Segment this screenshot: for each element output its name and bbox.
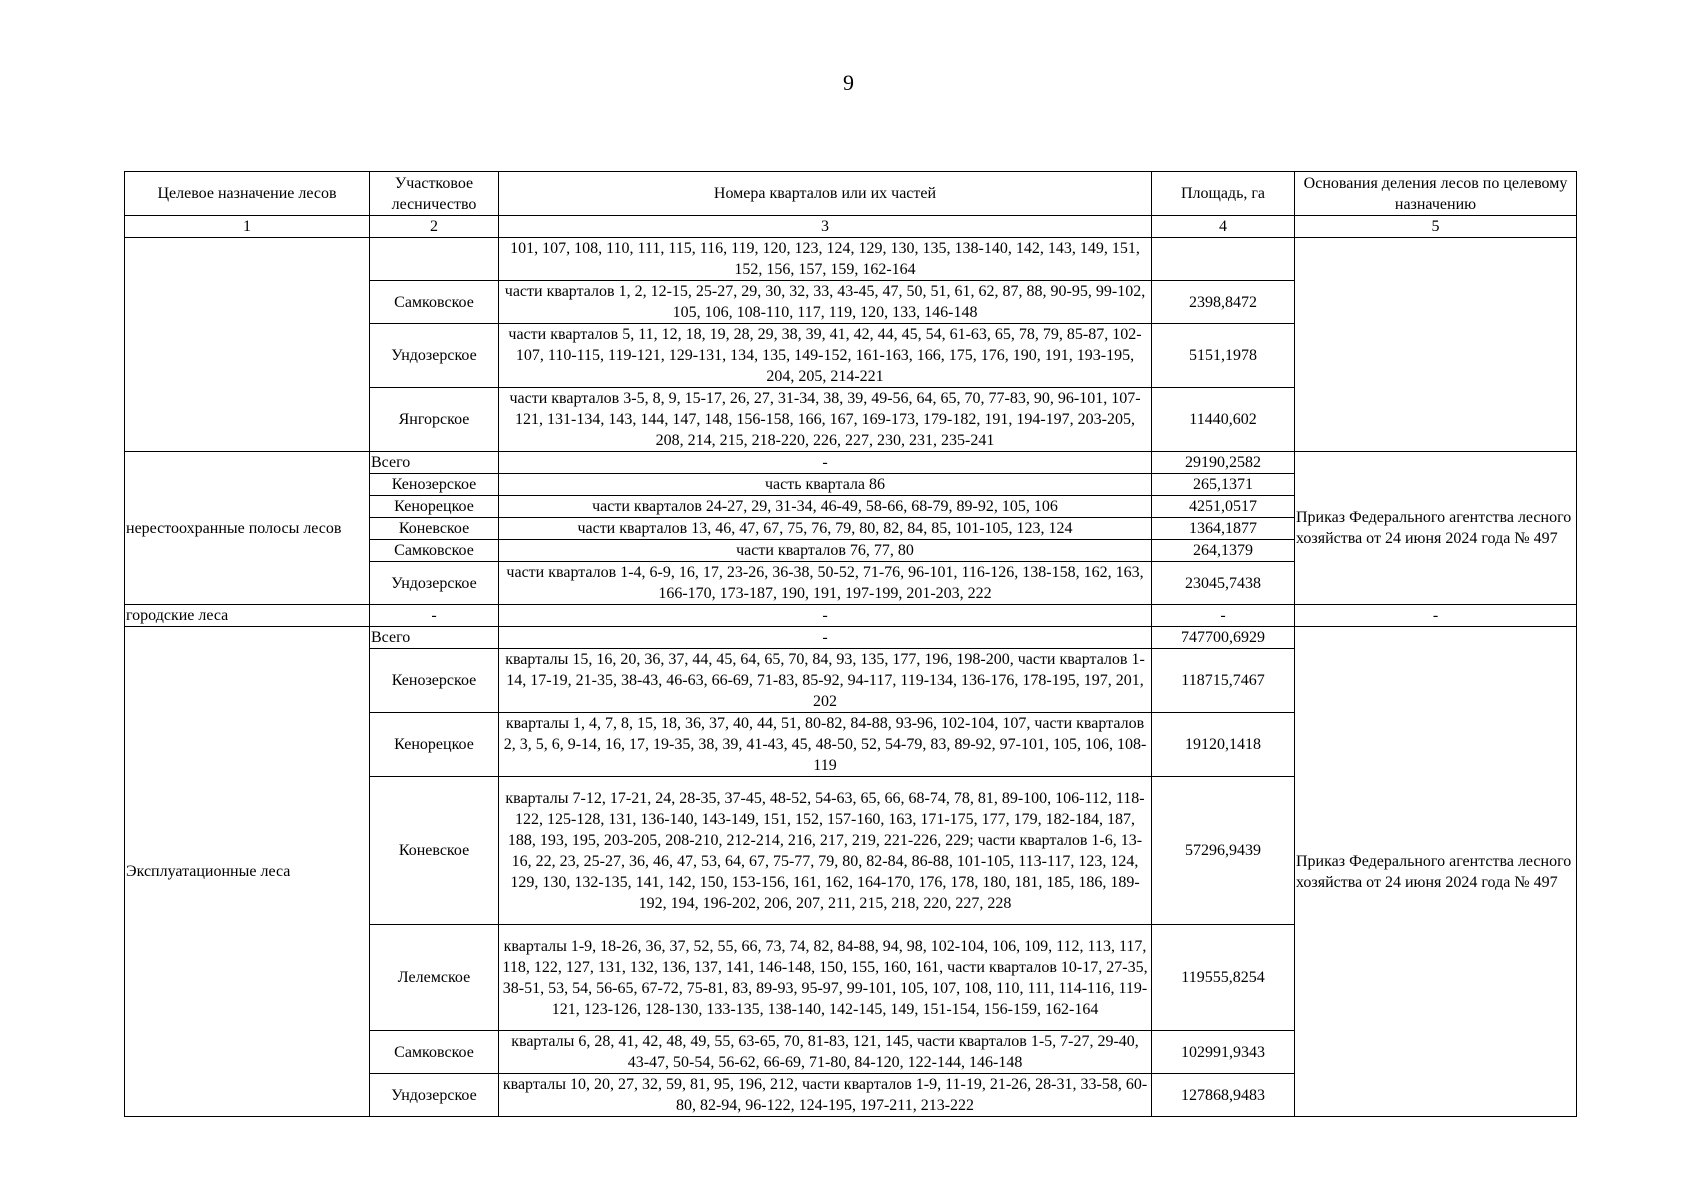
- district-cell: [370, 238, 499, 281]
- area-cell: 5151,1978: [1152, 324, 1295, 388]
- purpose-cell: городские леса: [125, 605, 370, 627]
- area-cell: 23045,7438: [1152, 562, 1295, 605]
- page-number: 9: [843, 70, 854, 95]
- quarters-cell: части кварталов 24-27, 29, 31-34, 46-49, 58-66, 68-79, 89-92, 105, 106: [499, 496, 1152, 518]
- area-cell: -: [1152, 605, 1295, 627]
- district-cell: Самковское: [370, 540, 499, 562]
- table-row: [125, 238, 1577, 281]
- area-cell: 11440,602: [1152, 388, 1295, 452]
- basis-cell: -: [1295, 605, 1577, 627]
- quarters-cell: кварталы 6, 28, 41, 42, 48, 49, 55, 63-65, 70, 81-83, 121, 145, части кварталов 1-5, 7-27, 29-40, 43-47, 50-54, 56-62, 66-69, 71-80, 84-120, 122-144, 146-148: [499, 1031, 1152, 1074]
- quarters-cell: -: [499, 605, 1152, 627]
- area-cell: 29190,2582: [1152, 452, 1295, 474]
- header-basis: Основания деления лесов по целевому назначению: [1295, 172, 1577, 216]
- district-cell: Коневское: [370, 518, 499, 540]
- district-cell: Ундозерское: [370, 324, 499, 388]
- area-cell: 57296,9439: [1152, 777, 1295, 925]
- column-number: 3: [499, 216, 1152, 238]
- table-row: [125, 452, 1577, 474]
- quarters-cell: кварталы 15, 16, 20, 36, 37, 44, 45, 64, 65, 70, 84, 93, 135, 177, 196, 198-200, части кварталов 1-14, 17-19, 21-35, 38-43, 46-63, 66-69, 71-83, 85-92, 94-117, 119-134, 136-176, 178-195, 197, 201, 202: [499, 649, 1152, 713]
- district-cell: Всего: [370, 627, 499, 649]
- quarters-cell: части кварталов 13, 46, 47, 67, 75, 76, 79, 80, 82, 84, 85, 101-105, 123, 124: [499, 518, 1152, 540]
- district-cell: Янгорское: [370, 388, 499, 452]
- column-number: 1: [125, 216, 370, 238]
- area-cell: 19120,1418: [1152, 713, 1295, 777]
- quarters-cell: кварталы 10, 20, 27, 32, 59, 81, 95, 196, 212, части кварталов 1-9, 11-19, 21-26, 28-31, 33-58, 60-80, 82-94, 96-122, 124-195, 197-211, 213-222: [499, 1074, 1152, 1117]
- area-cell: [1152, 238, 1295, 281]
- column-number: 2: [370, 216, 499, 238]
- purpose-cell: Эксплуатационные леса: [125, 627, 370, 1117]
- district-cell: Ундозерское: [370, 562, 499, 605]
- quarters-cell: часть квартала 86: [499, 474, 1152, 496]
- area-cell: 127868,9483: [1152, 1074, 1295, 1117]
- district-cell: Кенорецкое: [370, 713, 499, 777]
- purpose-cell: нерестоохранные полосы лесов: [125, 452, 370, 605]
- quarters-cell: части кварталов 5, 11, 12, 18, 19, 28, 29, 38, 39, 41, 42, 44, 45, 54, 61-63, 65, 78, 79, 85-87, 102-107, 110-115, 119-121, 129-131, 134, 135, 149-152, 161-163, 166, 175, 176, 190, 191, 193-195, 204, 205, 214-221: [499, 324, 1152, 388]
- district-cell: Кенорецкое: [370, 496, 499, 518]
- area-cell: 102991,9343: [1152, 1031, 1295, 1074]
- column-number: 5: [1295, 216, 1577, 238]
- purpose-cell: [125, 238, 370, 452]
- table-row: [125, 627, 1577, 649]
- district-cell: Всего: [370, 452, 499, 474]
- quarters-cell: части кварталов 1-4, 6-9, 16, 17, 23-26, 36-38, 50-52, 71-76, 96-101, 116-126, 138-158, 162, 163, 166-170, 173-187, 190, 191, 197-199, 201-203, 222: [499, 562, 1152, 605]
- basis-cell: Приказ Федерального агентства лесного хозяйства от 24 июня 2024 года № 497: [1295, 452, 1577, 605]
- header-area: Площадь, га: [1152, 172, 1295, 216]
- district-cell: Коневское: [370, 777, 499, 925]
- quarters-cell: кварталы 1, 4, 7, 8, 15, 18, 36, 37, 40, 44, 51, 80-82, 84-88, 93-96, 102-104, 107, части кварталов 2, 3, 5, 6, 9-14, 16, 17, 19-35, 38, 39, 41-43, 45, 48-50, 52, 54-79, 83, 89-92, 97-101, 105, 106, 108-119: [499, 713, 1152, 777]
- header-row: [125, 172, 1577, 216]
- header-quarters: Номера кварталов или их частей: [499, 172, 1152, 216]
- area-cell: 1364,1877: [1152, 518, 1295, 540]
- column-number: 4: [1152, 216, 1295, 238]
- quarters-cell: части кварталов 3-5, 8, 9, 15-17, 26, 27, 31-34, 38, 39, 49-56, 64, 65, 70, 77-83, 90, 96-101, 107-121, 131-134, 143, 144, 147, 148, 156-158, 166, 167, 169-173, 179-182, 191, 194-197, 203-205, 208, 214, 215, 218-220, 226, 227, 230, 231, 235-241: [499, 388, 1152, 452]
- district-cell: Лелемское: [370, 925, 499, 1031]
- header-district: Участковое лесничество: [370, 172, 499, 216]
- district-cell: Кенозерское: [370, 649, 499, 713]
- quarters-cell: -: [499, 452, 1152, 474]
- quarters-cell: 101, 107, 108, 110, 111, 115, 116, 119, 120, 123, 124, 129, 130, 135, 138-140, 142, 143, 149, 151, 152, 156, 157, 159, 162-164: [499, 238, 1152, 281]
- quarters-cell: -: [499, 627, 1152, 649]
- quarters-cell: кварталы 1-9, 18-26, 36, 37, 52, 55, 66, 73, 74, 82, 84-88, 94, 98, 102-104, 106, 109, 112, 113, 117, 118, 122, 127, 131, 132, 136, 137, 141, 146-148, 150, 155, 160, 161, части кварталов 10-17, 27-35, 38-51, 53, 54, 56-65, 67-72, 75-81, 83, 89-93, 95-97, 99-101, 105, 107, 108, 110, 111, 114-116, 119-121, 123-126, 128-130, 133-135, 138-140, 142-145, 149, 151-154, 156-159, 162-164: [499, 925, 1152, 1031]
- quarters-cell: части кварталов 1, 2, 12-15, 25-27, 29, 30, 32, 33, 43-45, 47, 50, 51, 61, 62, 87, 88, 90-95, 99-102, 105, 106, 108-110, 117, 119, 120, 133, 146-148: [499, 281, 1152, 324]
- quarters-cell: кварталы 7-12, 17-21, 24, 28-35, 37-45, 48-52, 54-63, 65, 66, 68-74, 78, 81, 89-100, 106-112, 118-122, 125-128, 131, 136-140, 143-149, 151, 152, 157-160, 163, 171-175, 177, 179, 182-184, 187, 188, 193, 195, 203-205, 208-210, 212-214, 216, 217, 219, 221-226, 229; части кварталов 1-6, 13-16, 22, 23, 25-27, 36, 46, 47, 53, 64, 67, 75-77, 79, 80, 82-84, 86-88, 101-105, 113-117, 123, 124, 129, 130, 132-135, 141, 142, 150, 153-156, 161, 162, 164-170, 176, 178, 180, 181, 185, 186, 189-192, 194, 196-202, 206, 207, 211, 215, 218, 220, 227, 228: [499, 777, 1152, 925]
- district-cell: Самковское: [370, 1031, 499, 1074]
- area-cell: 119555,8254: [1152, 925, 1295, 1031]
- area-cell: 747700,6929: [1152, 627, 1295, 649]
- column-number-row: [125, 216, 1577, 238]
- area-cell: 4251,0517: [1152, 496, 1295, 518]
- basis-cell: Приказ Федерального агентства лесного хозяйства от 24 июня 2024 года № 497: [1295, 627, 1577, 1117]
- area-cell: 118715,7467: [1152, 649, 1295, 713]
- basis-cell: [1295, 238, 1577, 452]
- quarters-cell: части кварталов 76, 77, 80: [499, 540, 1152, 562]
- table-row: [125, 605, 1577, 627]
- area-cell: 265,1371: [1152, 474, 1295, 496]
- district-cell: Самковское: [370, 281, 499, 324]
- district-cell: Кенозерское: [370, 474, 499, 496]
- area-cell: 2398,8472: [1152, 281, 1295, 324]
- area-cell: 264,1379: [1152, 540, 1295, 562]
- district-cell: -: [370, 605, 499, 627]
- header-purpose: Целевое назначение лесов: [125, 172, 370, 216]
- district-cell: Ундозерское: [370, 1074, 499, 1117]
- forest-division-table: [124, 171, 1577, 1117]
